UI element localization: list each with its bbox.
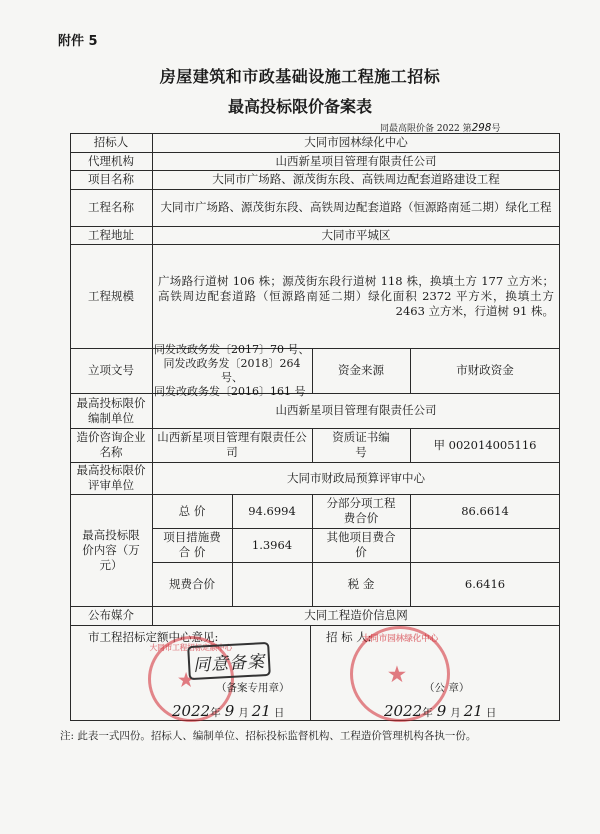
tenderer-value: 大同市园林绿化中心	[304, 135, 408, 149]
tenderer-day-word: 日	[485, 707, 497, 719]
footnote: 注: 此表一式四份。招标人、编制单位、招标投标监督机构、工程造价管理机构各执一份。	[60, 730, 477, 742]
fee-label: 规费合价	[169, 576, 215, 591]
form-subtitle: 最高投标限价备案表	[227, 97, 372, 116]
engineering-name-value: 大同市广场路、源茂街东段、高铁周边配套道路（恒源路南延二期）绿化工程	[160, 200, 552, 214]
tenderer-date	[384, 702, 496, 720]
tenderer-seal-label: （公 章）	[424, 682, 470, 694]
approval-doc-1: 同发改政务发〔2017〕70 号、	[154, 342, 310, 356]
project-name-label: 项目名称	[88, 172, 134, 186]
reviewer-label: 最高投标限价评审单位	[76, 463, 146, 492]
consult-value: 山西新星项目管理有限责任公司	[157, 430, 307, 459]
project-name-value: 大同市广场路、源茂街东段、高铁周边配套道路建设工程	[212, 172, 500, 186]
sub-value: 86.6614	[461, 503, 509, 518]
fund-value: 市财政资金	[456, 363, 514, 377]
total-value: 94.6994	[248, 503, 296, 518]
approval-stamp: 同意备案	[187, 642, 271, 680]
attachment-label: 附件 5	[58, 34, 98, 49]
center-opinion-label: 市工程招标定额中心意见:	[88, 630, 219, 644]
site-label: 工程地址	[88, 227, 134, 242]
form-title: 房屋建筑和市政基础设施工程施工招标	[159, 67, 441, 86]
fund-label: 资金来源	[338, 363, 384, 377]
center-year-word: 年	[210, 707, 221, 719]
center-seal-star-icon: ★	[178, 670, 195, 691]
record-number-value: 298	[471, 121, 492, 134]
reviewer-value: 大同市财政局预算评审中心	[287, 470, 425, 485]
scale-label: 工程规模	[88, 288, 134, 303]
total-label: 总 价	[178, 503, 206, 518]
compiler-value: 山西新星项目管理有限责任公司	[275, 403, 437, 417]
center-month-word: 月	[238, 707, 249, 719]
tenderer-opinion-label: 招 标 人:	[326, 630, 372, 644]
tenderer-date-year: 2022	[384, 702, 423, 720]
row-divider	[70, 625, 560, 626]
tax-value: 6.6416	[464, 576, 506, 591]
limit-label: 最高投标限价内容（万元）	[82, 527, 140, 572]
cert-label: 资质证书编号	[332, 430, 390, 459]
col-divider	[310, 625, 311, 721]
tenderer-date-day: 21	[463, 702, 483, 720]
measure-value: 1.3964	[251, 537, 293, 552]
engineering-name-label: 工程名称	[88, 200, 134, 214]
other-label: 其他项目费合价	[326, 530, 396, 559]
cert-value: 甲 002014005116	[433, 437, 537, 452]
scale-value: 广场路行道树 106 株；源茂街东段行道树 118 株，换填土方 177 立方米；高铁周边配套道路（恒源路南延二期）绿化面积 2372 平方米，换填土方 2463 立方米，行道树 91 株。	[158, 273, 554, 318]
center-seal-ring-text: 大同市工程招标定额中心	[149, 643, 233, 652]
center-date-year: 2022	[172, 702, 211, 720]
tenderer-month-word: 月	[450, 707, 461, 719]
compiler-label: 最高投标限价编制单位	[76, 395, 146, 425]
center-date-day: 21	[251, 702, 271, 720]
tenderer-label: 招标人	[93, 135, 129, 149]
tax-label: 税 金	[347, 576, 375, 591]
approval-label: 立项文号	[88, 363, 134, 377]
agency-value: 山西新星项目管理有限责任公司	[275, 153, 437, 168]
consult-label: 造价咨询企业名称	[76, 430, 146, 459]
site-value: 大同市平城区	[321, 227, 391, 242]
approval-doc-2: 同发改政务发〔2018〕264 号、	[163, 356, 301, 384]
media-label: 公布媒介	[88, 608, 134, 622]
media-value: 大同工程造价信息网	[304, 608, 408, 622]
center-date-month: 9	[224, 702, 235, 720]
tenderer-date-month: 9	[436, 702, 447, 720]
tenderer-seal-star-icon: ★	[388, 662, 406, 686]
center-date	[172, 702, 284, 720]
fee-value	[232, 562, 312, 606]
approval-doc-3: 同发改政务发〔2016〕161 号	[154, 384, 306, 398]
sub-label: 分部分项工程费合价	[326, 496, 396, 525]
agency-label: 代理机构	[88, 153, 134, 168]
tenderer-year-word: 年	[422, 707, 433, 719]
record-number-prefix: 同最高限价备 2022 第	[380, 124, 472, 134]
other-value	[410, 528, 560, 562]
tenderer-seal-ring-text: 大同市园林绿化中心	[361, 634, 439, 644]
approval-docs	[152, 342, 312, 398]
measure-label: 项目措施费合 价	[163, 530, 221, 559]
center-day-word: 日	[273, 707, 285, 719]
record-number-suffix: 号	[491, 124, 501, 134]
center-seal-label: （备案专用章）	[216, 682, 290, 694]
